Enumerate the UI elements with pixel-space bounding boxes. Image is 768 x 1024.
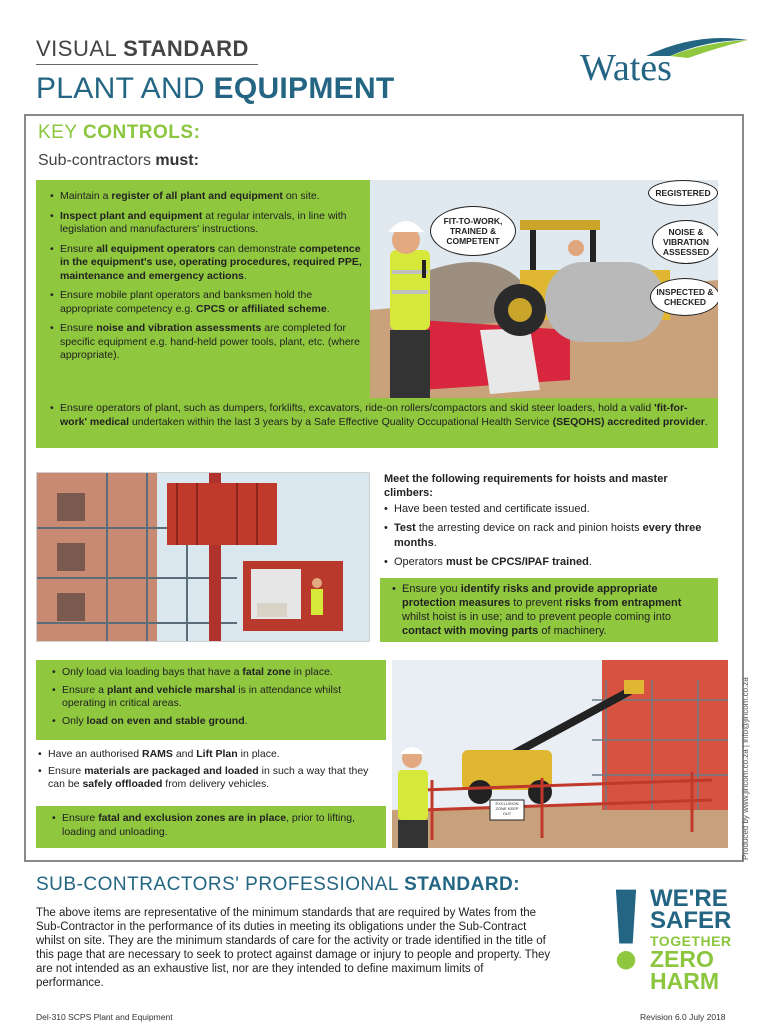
footer-doc-ref: Del-310 SCPS Plant and Equipment [36,1012,173,1022]
entrapment-bullet: • Ensure you identify risks and provide appropriate protection measures to prevent risks from entrapment whilst hoist is in use; and to prevent people coming into contact with moving parts of machinery. [392,582,710,638]
loading-bullet: • Only load via loading bays that have a fatal zone in place. [52,666,378,680]
exclusion-list [36,806,386,839]
medical-list [36,398,718,429]
kc-sub-bold: must: [155,152,199,169]
exclusion-bullet: • Ensure fatal and exclusion zones are in place, prior to lifting, loading and unloading. [52,812,378,839]
loading-bullet: • Ensure a plant and vehicle marshal is in attendance whilst operating in critical areas. [52,684,378,711]
roller-illustration [370,180,718,398]
header-line1-light: VISUAL [36,36,124,61]
plant-control-bullet: • Maintain a register of all plant and equipment on site. [50,190,362,204]
title-light: PLANT AND [36,72,214,105]
plant-controls-box [36,180,370,398]
page-title [36,72,395,106]
std-title-light: SUB-CONTRACTORS' PROFESSIONAL [36,874,405,895]
hoist-intro: Meet the following requirements for hoists and master climbers: [384,473,668,499]
plant-control-bullet: • Inspect plant and equipment at regular intervals, in line with legislation and manufacturers' instructions. [50,210,362,237]
safer-line2: SAFER [650,907,732,934]
telehandler-illustration [392,660,728,848]
hoist-requirements-list [384,502,714,574]
hoist-illustration [36,472,370,642]
entrapment-box [380,578,718,642]
key-controls-title [38,122,200,144]
exclusion-sign-text: EXCLUSION ZONE KEEP OUT [495,801,519,816]
hoist-requirement-bullet: • Have been tested and certificate issued. [384,502,714,517]
loading-box [36,660,386,740]
inspected-bubble: INSPECTED & CHECKED [650,278,718,316]
producer-credit [741,677,755,860]
standard-body: The above items are representative of the minimum standards that are required by Wates from the Sub-Contractor in the performance of its duties in meeting its obligations under the Sub-Contract whilst on site. They are the minimum standards of care for the activity or trade identified in the title of this page that are necessary to seek to protect against damage or injury to people and property. They are not intended as an exhaustive list, nor are they intended to define maximum limits of performance. [36,907,551,989]
fit-to-work-bubble: FIT-TO-WORK, TRAINED & COMPETENT [430,206,516,256]
safer-together-logo [606,884,746,994]
medical-bullet: • Ensure operators of plant, such as dumpers, forklifts, excavators, ride-on rollers/compactors and skid steer loaders, hold a valid 'fit-for-work' medical undertaken within the last 3 years by a Safe Effective Quality Occupational Health Service (SEQOHS) accredited provider. [50,402,710,429]
plant-controls-list [36,180,370,363]
registered-bubble: REGISTERED [648,180,718,206]
loading-bullet: • Only load on even and stable ground. [52,715,378,729]
plant-control-bullet: • Ensure all equipment operators can demonstrate competence in the equipment's use, operating procedures, required PPE, maintenance and emergency actions. [50,243,362,284]
medical-box [36,398,718,448]
footer-revision: Revision 6.0 July 2018 [640,1012,726,1022]
key-controls-subtitle [38,152,199,170]
rams-list [36,748,386,795]
safer-line3: TOGETHER [650,933,732,949]
telehandler-scene-icon [392,660,728,848]
rams-bullet: • Have an authorised RAMS and Lift Plan in place. [38,748,386,762]
plant-control-bullet: • Ensure mobile plant operators and banksmen hold the appropriate competency e.g. CPCS or affiliated scheme. [50,289,362,316]
title-bold: EQUIPMENT [213,72,395,105]
hoist-scene-icon [37,473,370,642]
safer-line4: ZERO [650,946,714,972]
plant-control-bullet: • Ensure noise and vibration assessments are completed for specific equipment e.g. hand-held power tools, plant, etc. (where appropriate). [50,322,362,363]
loading-list [36,660,386,728]
std-title-bold: STANDARD: [404,874,521,895]
kc-sub-light: Sub-contractors [38,152,156,169]
kc-title-light: KEY [38,122,83,143]
header-visual-standard [36,36,249,62]
kc-title-bold: CONTROLS: [82,122,201,143]
wates-logo [566,26,756,114]
safer-line5: HARM [650,968,719,994]
credit-text: Produced by www.jincom.co.za | info@jincom.co.za [741,677,750,860]
hoist-requirement-bullet: • Test the arresting device on rack and pinion hoists every three months. [384,521,714,551]
header-rule [36,64,258,65]
entrapment-list [380,578,718,638]
exclusion-box [36,806,386,848]
exclamation-icon [612,888,640,972]
header-line1-bold: STANDARD [123,36,249,61]
standard-title [36,874,520,896]
hoist-requirement-bullet: • Operators must be CPCS/IPAF trained. [384,555,714,570]
logo-text: Wates [580,47,672,89]
noise-vibration-bubble: NOISE & VIBRATION ASSESSED [652,220,718,264]
rams-bullet: • Ensure materials are packaged and loaded in such a way that they can be safely offloaded from delivery vehicles. [38,765,386,792]
safer-line1: WE'RE [650,885,728,912]
